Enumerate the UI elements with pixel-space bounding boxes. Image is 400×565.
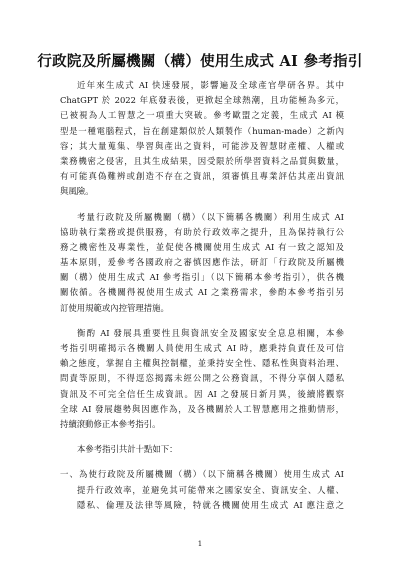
text-line: 已被視為人工智慧之一項重大突破。參考歐盟之定義，生成式 AI 模 xyxy=(60,110,344,121)
document-title: 行政院及所屬機關（構）使用生成式 AI 參考指引 xyxy=(37,53,363,70)
text-line: 衡酌 AI 發展具重要性且與資訊安全及國家安全息息相關，本參 xyxy=(77,327,344,338)
text-line: 近年來生成式 AI 快速發展，影響遍及全球產官學研各界。其中 xyxy=(77,80,344,90)
page-number: 1 xyxy=(197,540,203,548)
text-line: 容；其大量蒐集、學習與產出之資料，可能涉及智慧財產權、人權或 xyxy=(60,140,344,151)
text-line: 提升行政效率，並避免其可能帶來之國家安全、資訊安全、人權、 xyxy=(77,484,344,495)
text-line: 一、為使行政院及所屬機關（構）（以下簡稱各機關）使用生成式 AI xyxy=(60,469,344,480)
text-line: 考指引明確揭示各機關人員使用生成式 AI 時，應秉持負責任及可信 xyxy=(60,343,344,353)
text-line: 訂使用規範或內控管理措施。 xyxy=(60,302,169,313)
document-body xyxy=(60,78,344,523)
text-line: 有可能真偽難辨或創造不存在之資訊，須審慎且專業評估其產出資訊 xyxy=(60,171,344,182)
text-line: 資訊及不可完全信任生成資訊。因 AI 之發展日新月異，後續將觀察 xyxy=(60,388,344,399)
text-line: 基本原則，爰參考各國政府之審慎因應作法，研訂「行政院及所屬機 xyxy=(60,257,344,268)
paragraph-intro xyxy=(60,78,344,200)
text-line: 持續滾動修正本參考指引。 xyxy=(60,418,161,429)
text-line: 型是一種電腦程式，旨在創建類似於人類製作（human-made）之新內 xyxy=(60,125,344,136)
text-line: 關依循。各機關得視使用生成式 AI 之業務需求，參酌本參考指引另 xyxy=(60,287,344,298)
text-line: 本參考指引共計十點如下： xyxy=(77,444,178,455)
text-line: 協助執行業務或提供服務，有助於行政效率之提升，且為保持執行公 xyxy=(60,226,344,237)
paragraph-list-intro xyxy=(60,442,344,457)
text-line: ChatGPT 於 2022 年底發表後，更掀起全球熱潮，且功能極為多元， xyxy=(60,95,344,106)
text-line: 關（構）使用生成式 AI 參考指引」（以下簡稱本參考指引），供各機 xyxy=(60,272,344,283)
text-line: 與風險。 xyxy=(60,186,94,197)
text-line: 全球 AI 發展趨勢與因應作為，及各機關於人工智慧應用之推動情形， xyxy=(60,403,344,414)
text-line: 問責等原則，不得逕恣揭露未經公開之公務資訊，不得分享個人隱私 xyxy=(60,373,344,384)
text-line: 考量行政院及所屬機關（構）（以下簡稱各機關）利用生成式 AI xyxy=(77,211,344,222)
text-line: 業務機密之侵害，且其生成結果，因受限於所學習資料之品質與數量， xyxy=(60,155,344,166)
text-line: 賴之態度，掌握自主權與控制權，並秉持安全性、隱私性與資料治理、 xyxy=(60,358,344,369)
text-line: 隱私、倫理及法律等風險，特就各機關使用生成式 AI 應注意之 xyxy=(77,499,344,510)
text-line: 務之機密性及專業性，並促使各機關使用生成式 AI 有一致之認知及 xyxy=(60,241,344,252)
list-item-1 xyxy=(60,467,344,513)
paragraph-principles xyxy=(60,326,344,432)
paragraph-purpose xyxy=(60,210,344,316)
